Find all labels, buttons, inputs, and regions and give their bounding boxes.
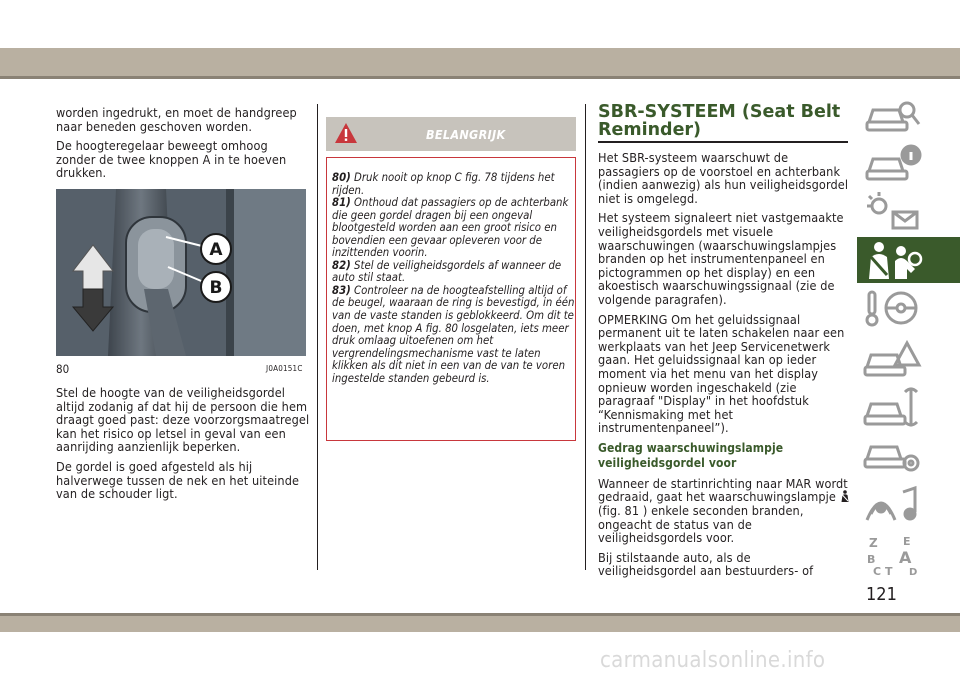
figure-label-b: B	[209, 278, 223, 298]
heading-rule	[598, 141, 848, 143]
warning-item-text: Onthoud dat passagiers op de achterbank die geen gordel dragen bij een ongeval blootgesteld worden aan een groot risico en bovendien een gevaar opleveren voor de inzittenden voorin.	[332, 196, 569, 260]
warning-item-number: 80)	[332, 171, 351, 184]
tab-car-gear[interactable]	[857, 433, 960, 479]
column-divider	[585, 104, 586, 570]
steering-key-icon	[863, 288, 923, 330]
watermark: carmanualsonline.info	[600, 648, 826, 673]
paragraph-text: (fig. 81 ) enkele seconden branden, ongeacht de status van de veiligheidsgordels voor.	[598, 503, 804, 546]
paragraph: Het SBR-systeem waarschuwt de passagiers op de voorstoel en achterbank (indien aanwezig) als hun veiligheidsgordel niet is omgelegd.	[598, 150, 849, 206]
top-band-edge	[0, 76, 960, 79]
paragraph-text: Wanneer de startinrichting naar MAR wordt gedraaid, gaat het waarschuwingslampje	[598, 475, 848, 505]
svg-text:C: C	[873, 565, 882, 578]
music-radio-icon	[863, 484, 923, 526]
car-search-icon	[863, 94, 923, 136]
paragraph: Het systeem signaleert niet vastgemaakte veiligheidsgordels met visuele waarschuwingen (waarschuwingslampjes branden op het instrumentenpaneel en pictogrammen op het display) en een akoestisch waarschuwingssignaal (zie de volgende paragrafen).	[598, 210, 844, 307]
wrench-icon	[863, 386, 923, 428]
paragraph: worden ingedrukt, en moet de handgreep naar beneden geschoven worden.	[56, 105, 297, 134]
car-info-icon	[863, 143, 923, 185]
warning-title: BELANGRIJK	[426, 127, 506, 142]
chapter-sidebar	[857, 92, 960, 582]
dashboard-lights-icon	[863, 190, 923, 232]
tab-music-radio[interactable]	[857, 482, 960, 528]
warning-header	[326, 117, 576, 151]
warning-item-text: Stel de veiligheidsgordels af wanneer de auto stil staat.	[332, 258, 562, 285]
seatbelt-airbag-icon	[863, 239, 923, 281]
left-column	[56, 106, 310, 186]
car-gear-icon	[863, 435, 923, 477]
tab-steering-key[interactable]	[857, 286, 960, 332]
paragraph: OPMERKING Om het geluidssignaal permanent uit te laten schakelen naar een werkplaats van het Jeep Servicenetwerk gaan. Het geluidssignaal kan op ieder moment via het menu van het display opnieuw worden ingeschakeld (zie paragraaf "Display" in het hoofdstuk “Kennismaking met het instrumentenpaneel”).	[598, 311, 845, 436]
svg-text:E: E	[903, 535, 911, 548]
right-column	[598, 151, 850, 584]
car-warning-icon	[863, 337, 923, 379]
warning-text	[332, 172, 576, 385]
tab-wrench[interactable]	[857, 384, 960, 430]
tab-car-search[interactable]	[857, 92, 960, 138]
figure-code: J0A0151C	[266, 364, 303, 373]
svg-text:D: D	[909, 567, 918, 578]
warning-item-number: 83)	[332, 283, 351, 297]
paragraph	[598, 477, 850, 545]
seatbelt-warning-icon	[840, 490, 850, 502]
paragraph: Bij stilstaande auto, als de veiligheidsgordel aan bestuurders- of	[598, 549, 814, 579]
warning-triangle-icon	[334, 122, 358, 144]
warning-item-number: 81)	[332, 196, 351, 210]
svg-text:A: A	[899, 548, 912, 567]
svg-text:Z: Z	[869, 536, 878, 550]
top-band	[0, 48, 960, 76]
svg-text:T: T	[885, 565, 893, 578]
section-heading: SBR-SYSTEEM (Seat Belt Reminder)	[598, 102, 841, 140]
warning-item-number: 82)	[332, 258, 351, 272]
tab-dashboard-lights[interactable]	[857, 188, 960, 234]
paragraph: Stel de hoogte van de veiligheidsgordel altijd zodanig af dat hij de persoon die hem draagt goed past: deze voorzorgsmaatregel kan het risico op letsel in geval van een aanrijding aanzienlijk beperken.	[56, 385, 310, 455]
tab-car-warning[interactable]	[857, 335, 960, 381]
figure-number: 80	[56, 362, 70, 376]
paragraph: De hoogteregelaar beweegt omhoog zonder de twee knoppen A in te hoeven drukken.	[56, 138, 287, 181]
warning-item-text: Controleer na de hoogteafstelling altijd of de beugel, waaraan de ring is bevestigd, in één van de vaste standen is geblokkeerd. Om dit te doen, met knop A fig. 80 losgelaten, iets meer druk omlaag uitoefenen om het vergrendelingsmechanisme vast te laten klikken als dit niet in een van de van te voren ingestelde standen gebeurd is.	[332, 283, 575, 385]
tab-seatbelt-airbag[interactable]	[857, 237, 960, 283]
column-divider	[317, 104, 318, 570]
figure-label-a: A	[209, 240, 223, 260]
tab-car-info[interactable]	[857, 141, 960, 187]
subheading: Gedrag waarschuwingslampje veiligheidsgordel voor	[598, 440, 784, 470]
figure-seatbelt-adjuster	[56, 189, 306, 356]
tab-index[interactable]	[857, 531, 960, 577]
page-number: 121	[866, 584, 897, 605]
bottom-band	[0, 616, 960, 632]
warning-item-text: Druk nooit op knop C fig. 78 tijdens het rijden.	[332, 171, 555, 197]
paragraph: De gordel is goed afgesteld als hij halverwege tussen de nek en het uiteinde van de schouder ligt.	[56, 458, 300, 502]
index-letters-icon	[863, 533, 923, 579]
svg-text:B: B	[867, 553, 876, 566]
left-column-continued	[56, 386, 310, 507]
